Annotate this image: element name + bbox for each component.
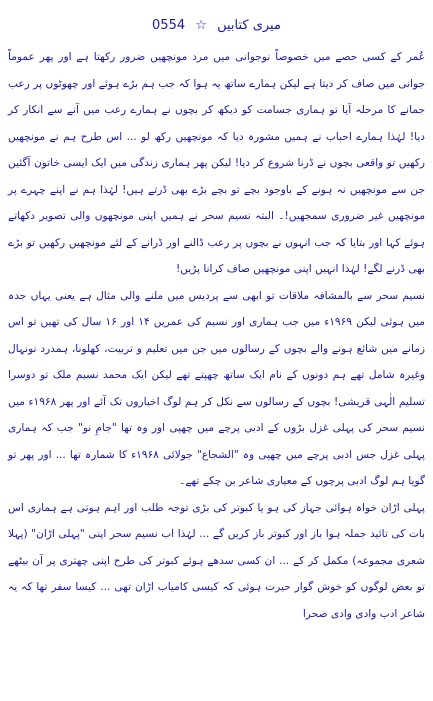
page-header-title: میری کتابیں (217, 18, 281, 33)
paragraph-3: پہلی اڑان خواہ ہوائی جہاز کی ہو یا کبوتر کی بڑی توجہ طلب اور اہم ہوتی ہے ہماری اس بات کی تائید جملہ ہوا باز اور کبوتر باز کریں گے ... لہٰذا اب نسیم سحر اپنی "پہلی اڑان" (پہلا شعری مجموعہ) مکمل کر کے ... ان کسی سدھے ہوئے کبوتر کی طرح اپنی چھتری پر آن بیٹھے تو بعض لوگوں کو خوش گوار حیرت ہوئی کہ کیسی کامیاب اڑان تھی ... کیسا سفر تھا کہ یہ شاعر ادب وادی وادی صحرا (8, 501, 425, 620)
star-icon: ☆ (195, 18, 207, 33)
page-header (8, 16, 425, 36)
page-number: 0554 (152, 18, 186, 33)
paragraph-1: عُمر کے کسی حصے میں خصوصاً نوجوانی میں مرد مونچھیں ضرور رکھتا ہے اور پھر عموماً جوانی میں صاف کر دیتا ہے لیکن ہمارے ساتھ یہ ہوا کہ جب ہم بڑے ہوئے اور چھوٹوں پر رعب جمانے کا مرحلہ آیا تو ہماری جسامت کو دیکھ کر بچوں نے ہمارے رعب میں آنے سے انکار کر دیا! لہٰذا ہمارے احباب نے ہمیں مشورہ دیا کہ مونچھیں رکھ لو ... اس طرح ہم نے مونچھیں رکھیں تو واقعی بچوں نے ڈرنا شروع کر دیا! لیکن پھر ہماری زندگی میں ایک ایسی خاتون آگئیں جن سے مونچھیں نہ ہونے کے باوجود بچے تو بچے بڑے بھی ڈرتے ہیں! لہٰذا ہم نے اپنے چہرے پر مونچھیں غیر ضروری سمجھیں!۔ البتہ نسیم سحر نے ہمیں اپنی مونچھوں والی تصویر دکھاتے ہوئے کہا اور بتایا کہ جب انہوں نے بچوں پر رعب ڈالنے اور ڈرانے کے لئے مونچھیں رکھیں تو بڑے بھی ڈرنے لگے! لہٰذا انہیں اپنی مونچھیں صاف کرانا پڑیں! (8, 51, 425, 275)
article-body (8, 44, 425, 627)
paragraph-2: نسیم سحر سے بالمشافہ ملاقات تو ابھی سے پردیس میں ملنے والی مثال ہے یعنی یہاں جدہ میں ہوئی لیکن ۱۹۶۹ء میں جب ہماری اور نسیم کی عمریں ۱۴ اور ۱۶ سال کی تھیں تو اس زمانے میں شائع ہونے والے بچوں کے رسالوں میں جن میں تعلیم و تربیت، کھلونا، ہمدرد نونہال وغیرہ شامل تھے ہم دونوں کے نام ایک ساتھ چھپتے تھے لیکن ایک محمد نسیم ملک تو دوسرا تسلیم الٰہی قریشی! بچوں کے رسالوں سے نکل کر ہم لوگ اخباروں تک آئے اور پھر ۱۹۶۸ء میں نسیم سحر کی پہلی غزل بڑوں کے ادبی پرچے میں چھپی اور وہ تھا "جامِ نو" جب کہ ہماری پہلی غزل جس ادبی پرچے میں چھپی وہ "الشجاع" جولائی ۱۹۶۸ء کا شمارہ تھا ... اور پھر تو گویا ہم لوگ ادبی پرچوں کے معیاری شاعر بن چکے تھے۔ (8, 289, 426, 487)
